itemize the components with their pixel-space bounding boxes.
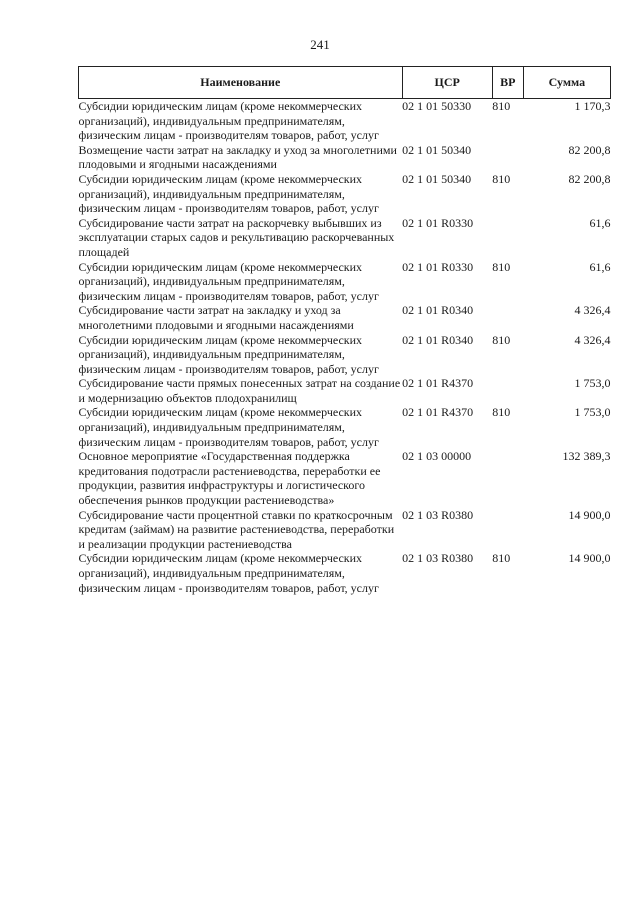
row-name: Субсидирование части затрат на раскорчевку выбывших из эксплуатации старых садов и рекультивацию раскорчеванных площадей xyxy=(78,215,395,259)
row-vr: 810 xyxy=(492,405,511,420)
header-name: Наименование xyxy=(79,67,403,99)
row-name: Субсидии юридическим лицам (кроме некоммерческих организаций), индивидуальным предпринимателям, физическим лицам - производителям товаров, работ, услуг xyxy=(78,259,379,303)
row-vr xyxy=(492,303,523,332)
row-sum: 61,6 xyxy=(589,259,611,274)
header-sum: Сумма xyxy=(523,67,610,99)
row-sum: 132 389,3 xyxy=(562,449,611,464)
page-number: 241 xyxy=(310,37,330,52)
row-sum: 82 200,8 xyxy=(568,142,611,157)
row-vr xyxy=(492,376,523,405)
row-vr xyxy=(492,216,523,260)
row-sum: 1 753,0 xyxy=(574,376,611,391)
row-csr: 02 1 01 R4370 xyxy=(402,405,474,420)
table-row xyxy=(79,216,611,260)
row-csr: 02 1 03 R0380 xyxy=(402,551,474,566)
row-sum: 61,6 xyxy=(589,215,611,230)
row-csr: 02 1 01 R0340 xyxy=(402,303,474,318)
table-row xyxy=(79,551,611,595)
row-sum: 4 326,4 xyxy=(574,303,611,318)
header-csr: ЦСР xyxy=(402,67,492,99)
row-csr: 02 1 01 50330 xyxy=(402,99,472,113)
row-name: Субсидии юридическим лицам (кроме некоммерческих организаций), индивидуальным предпринимателям, физическим лицам - производителям товаров, работ, услуг xyxy=(78,99,379,143)
row-vr: 810 xyxy=(492,99,511,113)
row-sum: 4 326,4 xyxy=(574,332,611,347)
budget-table xyxy=(78,66,611,595)
row-name: Субсидии юридическим лицам (кроме некоммерческих организаций), индивидуальным предпринимателям, физическим лицам - производителям товаров, работ, услуг xyxy=(78,171,379,216)
table-row xyxy=(79,143,611,172)
row-csr: 02 1 01 50340 xyxy=(402,171,472,186)
row-vr xyxy=(492,143,523,172)
table-row xyxy=(79,508,611,552)
table-row xyxy=(79,405,611,449)
row-name: Субсидирование части прямых понесенных затрат на создание и модернизацию объектов плодохранилищ xyxy=(78,376,401,405)
row-name: Субсидирование части затрат на закладку и уход за многолетними плодовыми и ягодными насаждениями xyxy=(78,303,354,332)
row-sum: 82 200,8 xyxy=(568,171,611,186)
row-vr xyxy=(492,508,523,552)
table-row xyxy=(79,449,611,507)
row-csr: 02 1 01 R4370 xyxy=(402,376,474,391)
row-csr: 02 1 03 R0380 xyxy=(402,507,474,522)
header-vr: ВР xyxy=(492,67,523,99)
row-csr: 02 1 03 00000 xyxy=(402,449,472,464)
row-sum: 14 900,0 xyxy=(568,507,611,522)
row-vr: 810 xyxy=(492,259,511,274)
table-row xyxy=(79,303,611,332)
row-csr: 02 1 01 R0330 xyxy=(402,259,474,274)
table-row xyxy=(79,376,611,405)
row-sum: 14 900,0 xyxy=(568,551,611,566)
row-vr: 810 xyxy=(492,332,511,347)
row-name: Возмещение части затрат на закладку и уход за многолетними плодовыми и ягодными насаждениями xyxy=(78,142,397,172)
table-header-row xyxy=(79,67,611,99)
table-row xyxy=(79,333,611,377)
row-vr xyxy=(492,449,523,507)
row-name: Субсидии юридическим лицам (кроме некоммерческих организаций), индивидуальным предпринимателям, физическим лицам - производителям товаров, работ, услуг xyxy=(78,551,379,595)
row-csr: 02 1 01 R0340 xyxy=(402,332,474,347)
row-sum: 1 753,0 xyxy=(574,405,611,420)
table-row xyxy=(79,99,611,143)
row-vr: 810 xyxy=(492,551,511,566)
row-name: Субсидии юридическим лицам (кроме некоммерческих организаций), индивидуальным предпринимателям, физическим лицам - производителям товаров, работ, услуг xyxy=(78,405,379,449)
table-row xyxy=(79,172,611,216)
row-csr: 02 1 01 R0330 xyxy=(402,215,474,230)
row-vr: 810 xyxy=(492,171,511,186)
row-sum: 1 170,3 xyxy=(574,99,611,113)
table-row xyxy=(79,260,611,304)
row-csr: 02 1 01 50340 xyxy=(402,142,472,157)
row-name: Субсидии юридическим лицам (кроме некоммерческих организаций), индивидуальным предпринимателям, физическим лицам - производителям товаров, работ, услуг xyxy=(78,332,379,376)
row-name: Основное мероприятие «Государственная поддержка кредитования подотрасли растениеводства, переработки ее продукции, развития инфраструктуры и логистического обеспечения рынков продукции растениеводства» xyxy=(78,449,381,508)
row-name: Субсидирование части процентной ставки по краткосрочным кредитам (займам) на развитие растениеводства, переработки и реализации продукции растениеводства xyxy=(78,507,395,551)
